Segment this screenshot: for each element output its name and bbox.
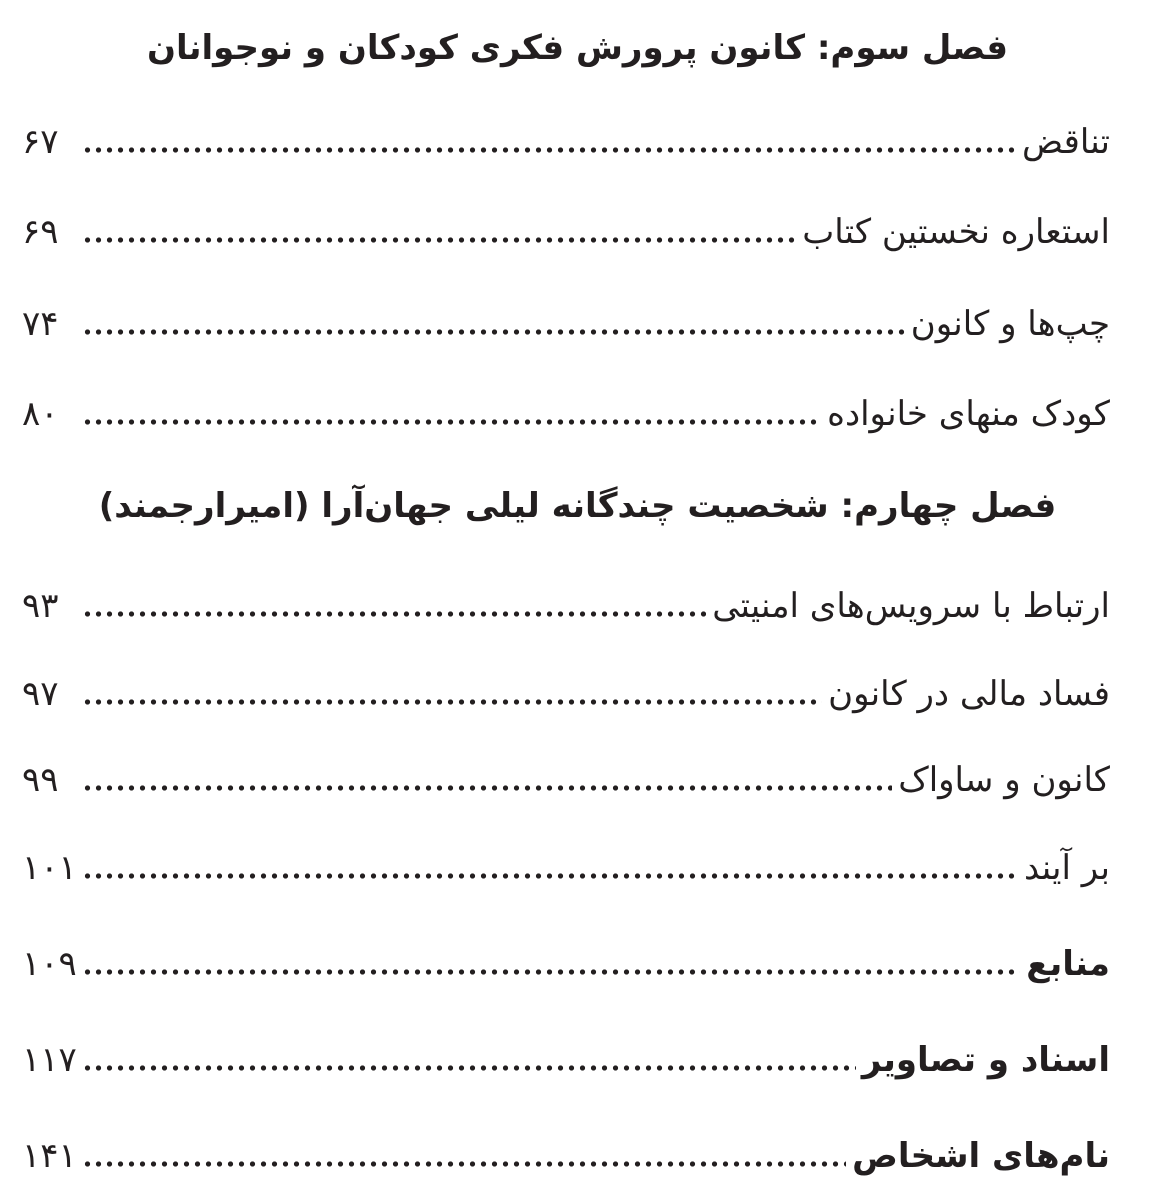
dot-leader — [82, 870, 1018, 882]
dot-leader — [82, 1062, 856, 1074]
toc-entry-title: بر آیند — [1023, 848, 1110, 888]
toc-entry[interactable] — [22, 376, 1110, 436]
toc-entry-title: ارتباط با سرویس‌های امنیتی — [712, 586, 1110, 626]
toc-entry[interactable] — [22, 568, 1110, 628]
toc-entry-page: ۸۰ — [22, 394, 59, 434]
toc-entry-page: ۶۷ — [22, 122, 59, 162]
toc-entry-title: تناقض — [1022, 122, 1110, 162]
toc-entry-title: استعاره نخستین کتاب — [802, 212, 1110, 252]
dot-leader — [82, 1158, 846, 1170]
toc-entry[interactable] — [22, 104, 1110, 164]
toc-entry-page: ۱۰۹ — [22, 944, 77, 984]
dot-leader — [82, 696, 822, 708]
toc-entry-page: ۹۷ — [22, 674, 59, 714]
toc-entry-page: ۱۰۱ — [22, 848, 77, 888]
toc-entry-sources[interactable] — [22, 926, 1110, 986]
toc-entry-title: کانون و ساواک — [898, 760, 1110, 800]
toc-entry-index[interactable] — [22, 1118, 1110, 1178]
toc-entry-documents[interactable] — [22, 1022, 1110, 1082]
dot-leader — [82, 326, 905, 338]
toc-entry-page: ۶۹ — [22, 212, 59, 252]
dot-leader — [82, 966, 1020, 978]
toc-entry-title: نام‌های اشخاص — [852, 1136, 1110, 1176]
toc-entry-title: منابع — [1026, 944, 1110, 984]
toc-entry-page: ۹۹ — [22, 760, 59, 800]
toc-entry-title: چپ‌ها و کانون — [910, 304, 1110, 344]
toc-entry-title: اسناد و تصاویر — [861, 1040, 1110, 1080]
dot-leader — [82, 782, 892, 794]
dot-leader — [82, 144, 1016, 156]
dot-leader — [82, 416, 821, 428]
toc-entry[interactable] — [22, 286, 1110, 346]
toc-entry[interactable] — [22, 194, 1110, 254]
toc-entry[interactable] — [22, 656, 1110, 716]
toc-entry-title: فساد مالی در کانون — [828, 674, 1110, 714]
toc-entry-page: ۷۴ — [22, 304, 59, 344]
toc-entry-page: ۹۳ — [22, 586, 59, 626]
toc-entry-page: ۱۴۱ — [22, 1136, 77, 1176]
toc-entry[interactable] — [22, 742, 1110, 802]
toc-entry[interactable] — [22, 830, 1110, 890]
toc-entry-page: ۱۱۷ — [22, 1040, 77, 1080]
chapter-title: فصل سوم: کانون پرورش فکری کودکان و نوجوانان — [146, 28, 1009, 68]
dot-leader — [82, 608, 706, 620]
chapter-title: فصل چهارم: شخصیت چندگانه لیلی جهان‌آرا (امیرارجمند) — [98, 486, 1057, 526]
dot-leader — [82, 234, 796, 246]
toc-entry-title: کودک منهای خانواده — [827, 394, 1110, 434]
